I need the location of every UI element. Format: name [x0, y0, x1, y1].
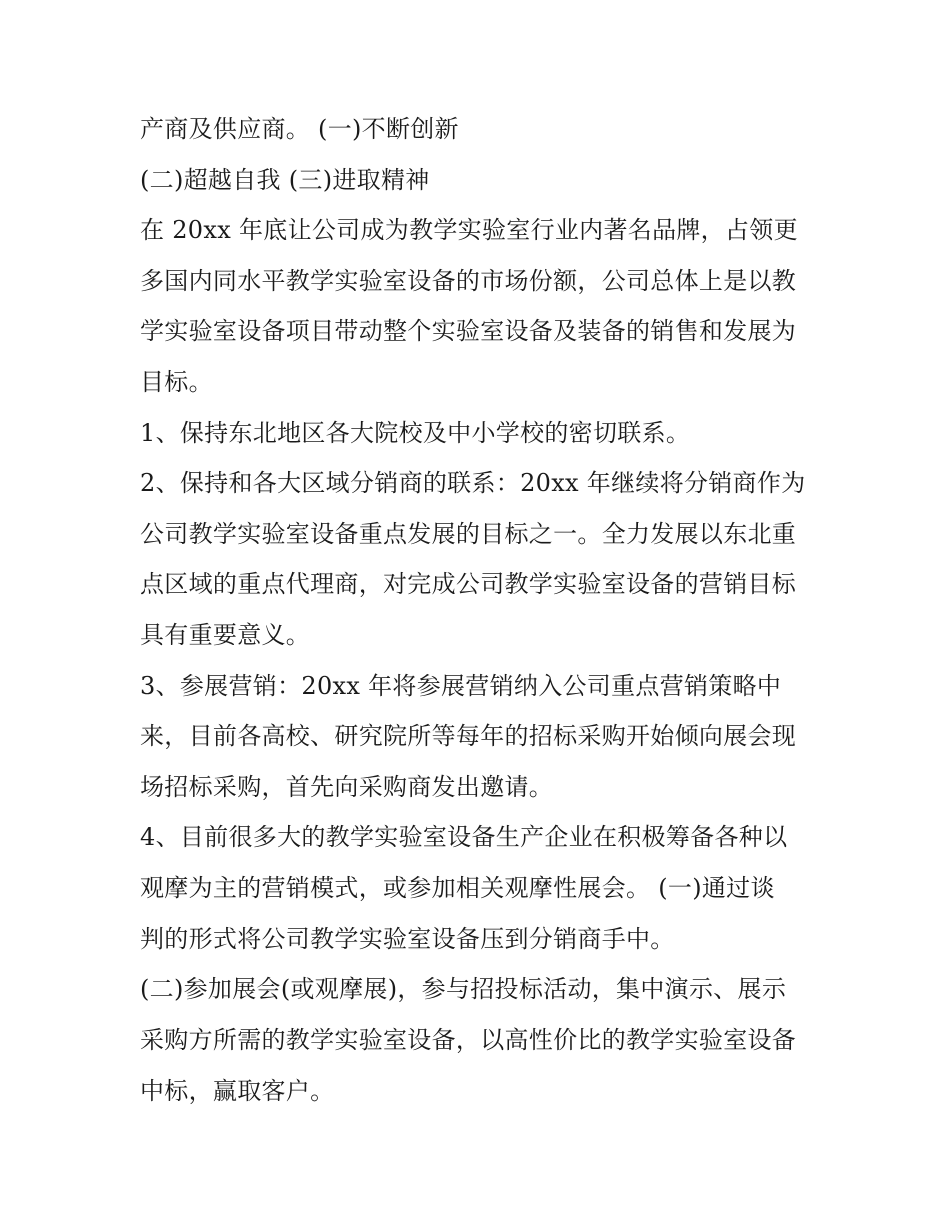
text-line: 学实验室设备项目带动整个实验室设备及装备的销售和发展为	[140, 317, 797, 345]
text-line: 产商及供应商。 (一)不断创新	[140, 115, 459, 143]
text-line: 判的形式将公司教学实验室设备压到分销商手中。	[140, 925, 675, 953]
text-line: 场招标采购，首先向采购商发出邀请。	[140, 773, 554, 801]
text-line: 3、参展营销：20xx 年将参展营销纳入公司重点营销策略中	[140, 672, 782, 700]
text-line: 采购方所需的教学实验室设备，以高性价比的教学实验室设备	[140, 1026, 797, 1054]
text-line: 4、目前很多大的教学实验室设备生产企业在积极筹备各种以	[140, 823, 788, 851]
text-line: 2、保持和各大区域分销商的联系：20xx 年继续将分销商作为	[140, 469, 806, 497]
text-line: 观摩为主的营销模式，或参加相关观摩性展会。 (一)通过谈	[140, 874, 775, 902]
text-line: 多国内同水平教学实验室设备的市场份额，公司总体上是以教	[140, 267, 797, 295]
text-line: 在 20xx 年底让公司成为教学实验室行业内著名品牌，占领更	[140, 216, 798, 244]
text-line: (二)参加展会(或观摩展)，参与招投标活动，集中演示、展示	[140, 975, 787, 1003]
text-line: 目标。	[140, 368, 213, 396]
text-line: (二)超越自我 (三)进取精神	[140, 166, 430, 194]
text-line: 1、保持东北地区各大院校及中小学校的密切联系。	[140, 419, 691, 447]
text-line: 公司教学实验室设备重点发展的目标之一。全力发展以东北重	[140, 520, 797, 548]
text-line: 中标，赢取客户。	[140, 1077, 335, 1105]
text-line: 具有重要意义。	[140, 621, 311, 649]
text-line: 点区域的重点代理商，对完成公司教学实验室设备的营销目标	[140, 570, 797, 598]
text-line: 来，目前各高校、研究院所等每年的招标采购开始倾向展会现	[140, 722, 797, 750]
